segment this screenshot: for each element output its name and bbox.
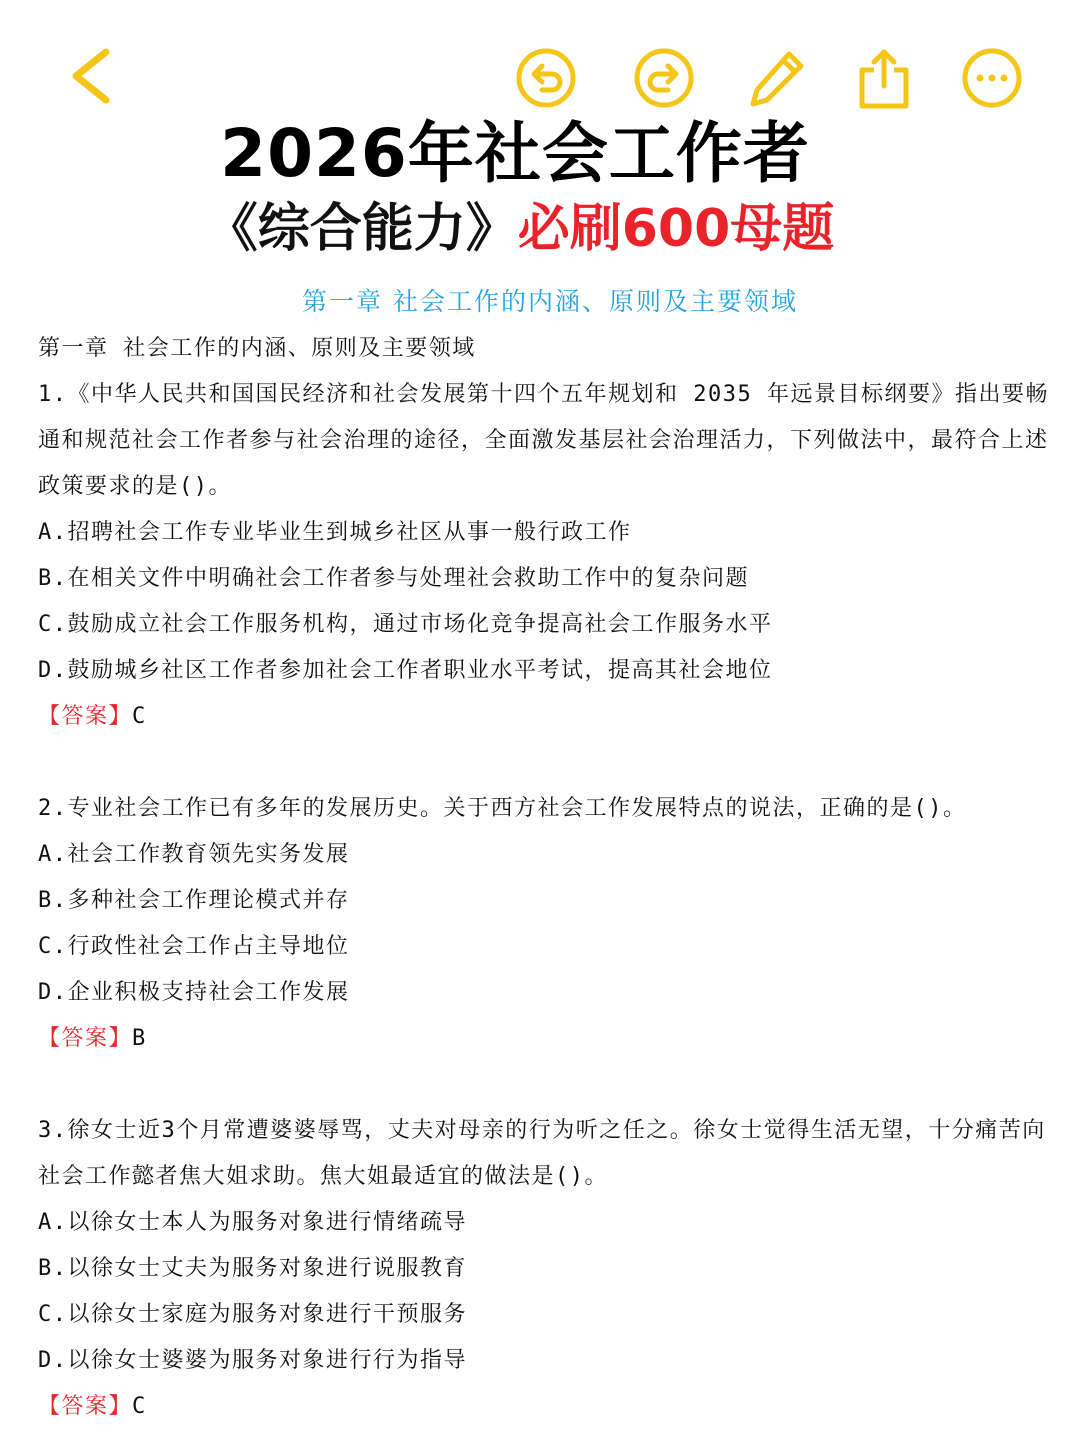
chapter-line: 第一章 社会工作的内涵、原则及主要领域 <box>38 336 476 361</box>
option-item: C.行政性社会工作占主导地位 <box>38 934 350 959</box>
option-item: B.多种社会工作理论模式并存 <box>38 888 350 913</box>
answer-line <box>38 1016 1060 1062</box>
document-title: 2026年社会工作者 <box>220 115 810 192</box>
option-item: A.社会工作教育领先实务发展 <box>38 842 350 867</box>
answer-value: C <box>132 704 147 729</box>
option-item: A.招聘社会工作专业毕业生到城乡社区从事一般行政工作 <box>38 520 632 545</box>
subtitle-highlight: 必刷600母题 <box>517 199 835 259</box>
option-item: D.以徐女士婆婆为服务对象进行行为指导 <box>38 1348 467 1373</box>
back-button[interactable] <box>62 44 118 108</box>
option-item: B.在相关文件中明确社会工作者参与处理社会救助工作中的复杂问题 <box>38 566 749 591</box>
answer-tag: 【答案】 <box>38 1394 133 1419</box>
answer-tag: 【答案】 <box>38 1026 133 1051</box>
option-item: C.以徐女士家庭为服务对象进行干预服务 <box>38 1302 467 1327</box>
answer-line <box>38 1384 1060 1430</box>
answer-value: C <box>132 1394 147 1419</box>
document-body <box>38 326 1060 1430</box>
question-stem: 3.徐女士近3个月常遭婆婆辱骂，丈夫对母亲的行为听之任之。徐女士觉得生活无望，十分痛苦向社会工作懿者焦大姐求助。焦大姐最适宜的做法是()。 <box>38 1118 1046 1189</box>
option-item: D.鼓励城乡社区工作者参加社会工作者职业水平考试，提高其社会地位 <box>38 658 773 683</box>
chevron-left-icon <box>62 44 118 108</box>
option-item: A.以徐女士本人为服务对象进行情绪疏导 <box>38 1210 467 1235</box>
answer-value: B <box>132 1026 147 1051</box>
answer-tag: 【答案】 <box>38 704 133 729</box>
document-subtitle <box>0 186 1040 261</box>
option-item: C.鼓励成立社会工作服务机构，通过市场化竞争提高社会工作服务水平 <box>38 612 773 637</box>
answer-line <box>38 694 1060 740</box>
spacer <box>38 740 1060 786</box>
spacer <box>38 1062 1060 1108</box>
chapter-heading: 第一章 社会工作的内涵、原则及主要领域 <box>302 287 798 316</box>
option-item: B.以徐女士丈夫为服务对象进行说服教育 <box>38 1256 467 1281</box>
option-item: D.企业积极支持社会工作发展 <box>38 980 350 1005</box>
subtitle-book-name: 《综合能力》 <box>205 199 518 259</box>
question-stem: 1.《中华人民共和国国民经济和社会发展第十四个五年规划和 2035 年远景目标纲要》指出要畅通和规范社会工作者参与社会治理的途径，全面激发基层社会治理活力，下列做法中，最符合上述政策要求的是()。 <box>38 382 1049 499</box>
question-stem: 2.专业社会工作已有多年的发展历史。关于西方社会工作发展特点的说法，正确的是()。 <box>38 796 967 821</box>
